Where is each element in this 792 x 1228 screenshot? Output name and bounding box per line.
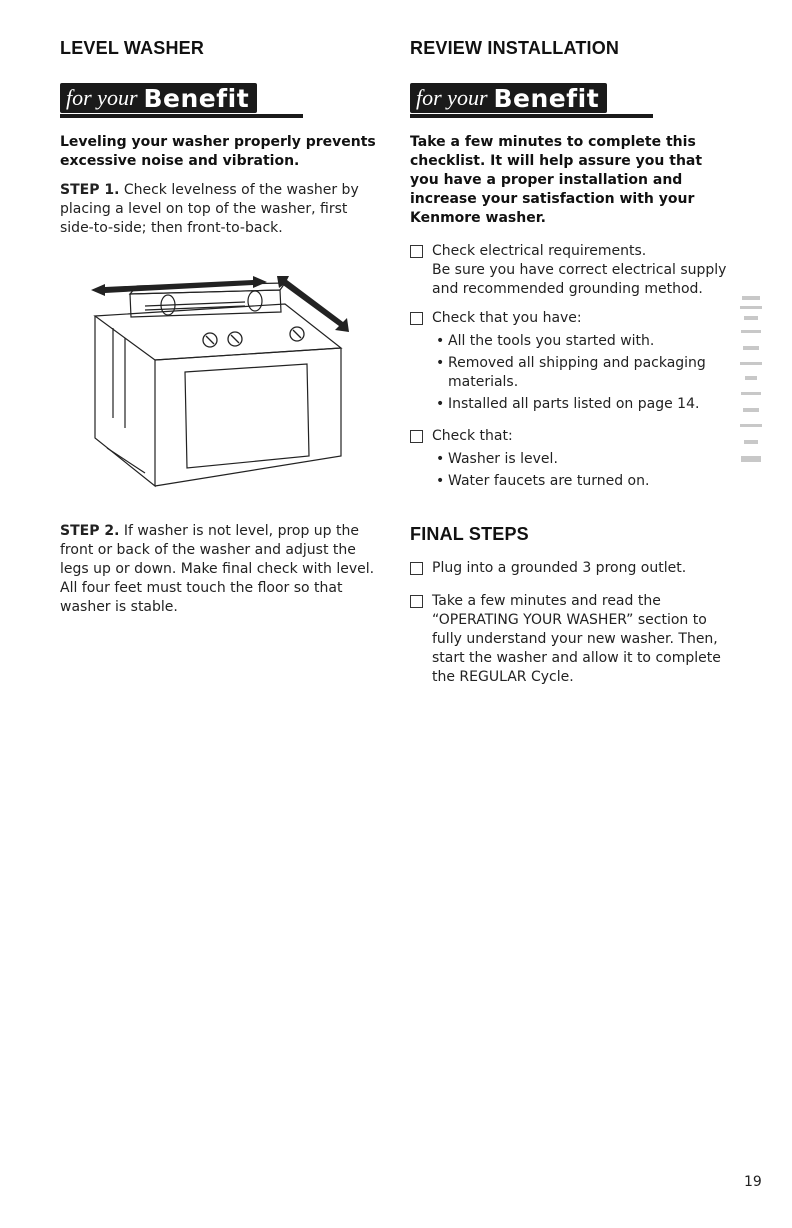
- final-step-item: [410, 592, 755, 687]
- banner-rule: [60, 114, 303, 118]
- bullet-item: • Removed all shipping and packaging materials.: [432, 354, 748, 392]
- left-column: [60, 38, 380, 617]
- checklist-item-content: [432, 242, 732, 299]
- final-steps-title: FINAL STEPS: [410, 524, 529, 544]
- step1-label: STEP 1.: [60, 182, 120, 198]
- washer-knob-icons: [203, 327, 304, 347]
- checklist-item-label: Check that:: [432, 428, 513, 444]
- step2-text: If washer is not level, prop up the front or back of the washer and adjust the legs up or down. Make final check with level. All four feet must touch the floor so that washer is stable.: [60, 523, 375, 615]
- final-step-text: Take a few minutes and read the “OPERATING YOUR WASHER” section to fully understand your new washer. Then, start the washer and allow it to complete the REGULAR Cycle.: [432, 593, 721, 685]
- checklist-item: [410, 309, 755, 417]
- install-checklist: [410, 242, 755, 494]
- checkbox-icon: [410, 595, 423, 608]
- benefit-word-text: Benefit: [143, 83, 250, 113]
- checklist-item-label: Check electrical requirements.: [432, 243, 647, 259]
- washer-level-illustration: [85, 268, 355, 498]
- benefit-badge: [60, 83, 257, 113]
- banner-rule: [410, 114, 653, 118]
- review-installation-title: REVIEW INSTALLATION: [410, 38, 620, 58]
- page-number: 19: [744, 1174, 762, 1190]
- level-washer-title: LEVEL WASHER: [60, 38, 205, 58]
- benefit-for-text: for your: [416, 85, 488, 110]
- final-steps-list: [410, 559, 755, 687]
- bullet-item: • Washer is level.: [432, 450, 649, 469]
- benefit-word-text: Benefit: [493, 83, 600, 113]
- checklist-bullets: [432, 332, 748, 414]
- checklist-item-label: Check that you have:: [432, 310, 582, 326]
- checkbox-icon: [410, 312, 423, 325]
- checklist-item: [410, 427, 755, 494]
- benefit-badge: [410, 83, 607, 113]
- checklist-item-content: [432, 427, 649, 494]
- benefit-for-text: for your: [66, 85, 138, 110]
- step2-label: STEP 2.: [60, 523, 120, 539]
- final-step-item: [410, 559, 755, 578]
- for-your-benefit-banner: [410, 83, 755, 119]
- step1-text: Check levelness of the washer by placing a level on top of the washer, first side-to-side; then front-to-back.: [60, 182, 359, 236]
- edge-tab-mark: [736, 296, 766, 468]
- right-column: [410, 38, 755, 687]
- review-lead: Take a few minutes to complete this checklist. It will help assure you that you have a proper installation and increase your satisfaction with your Kenmore washer.: [410, 134, 703, 226]
- front-to-back-arrow-icon: [277, 276, 349, 332]
- leveling-lead: Leveling your washer properly prevents excessive noise and vibration.: [60, 134, 376, 169]
- bullet-item: • Installed all parts listed on page 14.: [432, 395, 748, 414]
- step2-paragraph: [60, 522, 380, 617]
- checklist-item-detail: Be sure you have correct electrical supply and recommended grounding method.: [432, 262, 727, 297]
- bullet-item: • All the tools you started with.: [432, 332, 748, 351]
- final-step-text: Plug into a grounded 3 prong outlet.: [432, 560, 687, 576]
- checklist-item: [410, 242, 755, 299]
- checklist-item-content: [432, 309, 748, 417]
- checkbox-icon: [410, 562, 423, 575]
- checkbox-icon: [410, 245, 423, 258]
- checklist-bullets: [432, 450, 649, 491]
- step1-paragraph: [60, 181, 380, 238]
- checkbox-icon: [410, 430, 423, 443]
- bullet-item: • Water faucets are turned on.: [432, 472, 649, 491]
- for-your-benefit-banner: [60, 83, 380, 119]
